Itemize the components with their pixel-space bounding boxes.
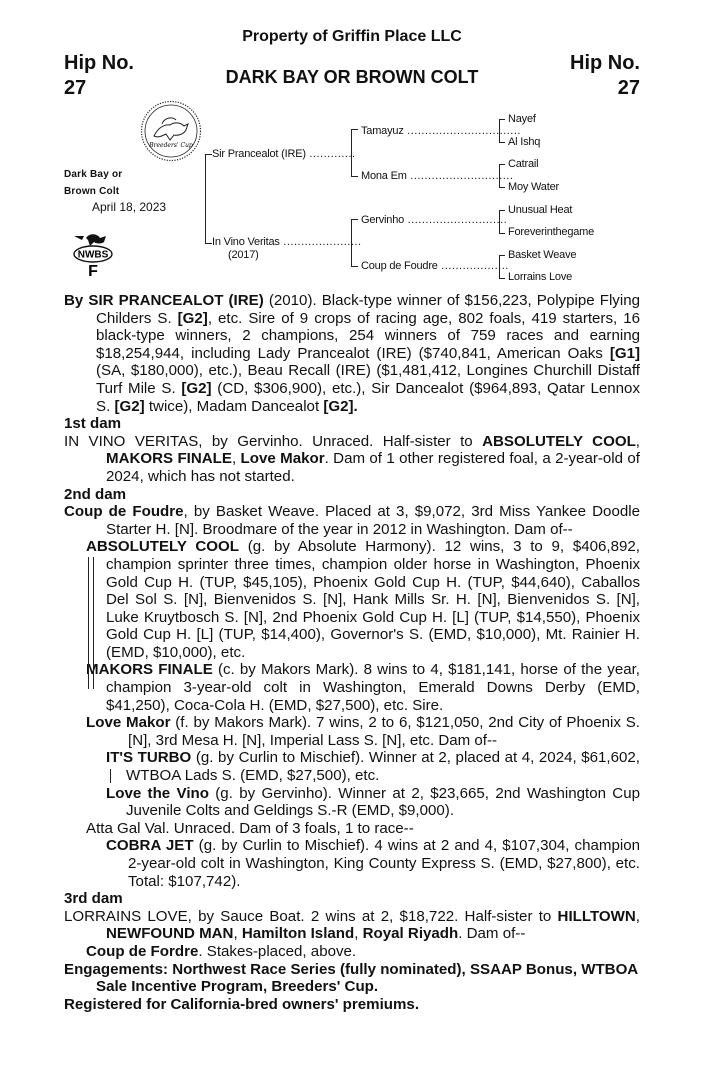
registration-note: Registered for California-bred owners' premiums. bbox=[64, 995, 420, 1013]
produce-bar bbox=[88, 557, 94, 689]
pedigree-dam-year: (2017) bbox=[228, 249, 259, 261]
catalogue-text bbox=[64, 292, 640, 1013]
consignor-line: Property of Griffin Place LLC bbox=[242, 28, 462, 45]
nwbs-text: NWBS bbox=[77, 249, 109, 261]
pedigree-g3-4: Moy Water bbox=[508, 181, 559, 193]
pedigree-bracket-gen3a bbox=[499, 119, 505, 143]
second-dam-produce bbox=[64, 538, 640, 890]
sire-paragraph: By SIR PRANCEALOT (IRE) (2010). Black-type winner of $156,223, Polypipe Flying Childers S. [G2], etc. Sire of 9 crops of racing age, 802 foals, 419 starters, 16 black-type winners, 2 champions, 254 winners of 759 races and earning $18,254,944, including Lady Prancealot (IRE) ($740,841, American Oaks [G1] (SA, $180,000), etc.), Beau Recall (IRE) ($1,481,412, Longines Churchill Distaff Turf Mile S. [G2] (CD, $306,900), etc.), Sir Dancealot ($964,893, Qatar Lennox S. [G2] twice), Madam Dancealot [G2]. bbox=[64, 292, 640, 415]
produce-absolutely-cool: ABSOLUTELY COOL (g. by Absolute Harmony). 12 wins, 3 to 9, $406,892, champion sprinter three times, champion older horse in Washington, Phoenix Gold Cup H. (TUP, $45,105), Phoenix Gold Cup H. (TUP, $44,640), Caballos Del Sol S. [N], Bienvenidos S. [N], Hank Mills Sr. H. [N], Bienvenidos S. [N], Luke Kruytbosch S. [N], 2nd Phoenix Gold Cup H. [L] (TUP, $14,550), Phoenix Gold Cup H. [L] (TUP, $14,400), Governor's S. (EMD, $10,000), Mt. Rainier H. (EMD, $10,000), etc. bbox=[86, 538, 640, 661]
produce-cobra-jet: COBRA JET (g. by Curlin to Mischief). 4 wins at 2 and 4, $107,304, champion 2-year-old colt in Washington, King County Express S. (EMD, $27,800), etc. Total: $107,742). bbox=[106, 837, 640, 890]
second-dam-paragraph: Coup de Foudre, by Basket Weave. Placed at 3, $9,072, 3rd Miss Yankee Doodle Starter H. [N]. Broodmare of the year in 2012 in Washington. Dam of-- bbox=[64, 503, 640, 538]
foaling-date: April 18, 2023 bbox=[92, 200, 167, 214]
produce-love-the-vino: Love the Vino (g. by Gervinho). Winner at 2, $23,665, 2nd Washington Cup Juvenile Colts and Geldings S.-R (EMD, $9,000). bbox=[106, 784, 640, 820]
color-sex bbox=[64, 166, 122, 200]
pedigree-g3-2: Al Ishq bbox=[508, 136, 541, 148]
produce-atta-gal-val: Atta Gal Val. Unraced. Dam of 3 foals, 1 to race-- bbox=[86, 819, 414, 837]
pedigree-g3-5: Unusual Heat bbox=[508, 204, 573, 216]
produce-makors-finale: MAKORS FINALE (c. by Makors Mark). 8 wins to 4, $181,141, horse of the year, champion 3-year-old colt in Washington, Emerald Downs Derby (EMD, $41,250), Coca-Cola H. (EMD, $27,500), etc. Sire. bbox=[86, 661, 640, 714]
pedigree-bracket-gen1 bbox=[205, 154, 212, 244]
first-dam-heading: 1st dam bbox=[64, 415, 122, 433]
pedigree-dam-sire: Gervinho ............................ bbox=[361, 214, 508, 226]
nwbs-letter: F bbox=[88, 263, 98, 280]
color-sex-line-2: Brown Colt bbox=[64, 186, 120, 197]
hip-number: 27 bbox=[617, 77, 640, 99]
hip-number: 27 bbox=[64, 77, 87, 99]
page-title: DARK BAY OR BROWN COLT bbox=[225, 67, 479, 87]
produce-its-turbo: IT'S TURBO (g. by Curlin to Mischief). Winner at 2, placed at 4, 2024, $61,602, WTBOA Lads S. (EMD, $27,500), etc. bbox=[106, 749, 640, 785]
third-dam-paragraph: LORRAINS LOVE, by Sauce Boat. 2 wins at 2, $18,722. Half-sister to HILLTOWN, NEWFOUND MAN, Hamilton Island, Royal Riyadh. Dam of-- bbox=[64, 907, 640, 943]
hip-label: Hip No. bbox=[64, 52, 134, 74]
pedigree-g3-3: Catrail bbox=[508, 158, 539, 170]
pedigree-bracket-gen2b bbox=[351, 219, 358, 267]
seal-text: Breeders' Cup bbox=[149, 142, 193, 149]
produce-love-makor: Love Makor (f. by Makors Mark). 7 wins, 2 to 6, $121,050, 2nd City of Phoenix S. [N], 3rd Mesa H. [N], Imperial Lass S. [N], etc. Dam of-- bbox=[86, 714, 640, 749]
pedigree-g3-8: Lorrains Love bbox=[508, 271, 573, 283]
second-dam-heading: 2nd dam bbox=[64, 485, 127, 503]
first-dam-paragraph: IN VINO VERITAS, by Gervinho. Unraced. Half-sister to ABSOLUTELY COOL, MAKORS FINALE, Love Makor. Dam of 1 other registered foal, a 2-year-old of 2024, which has not started. bbox=[64, 432, 640, 485]
nwbs-logo-icon bbox=[68, 230, 118, 280]
pedigree-sire-dam: Mona Em ............................. bbox=[361, 170, 514, 182]
produce-bar-small bbox=[110, 769, 111, 783]
pedigree-g3-7: Basket Weave bbox=[508, 249, 577, 261]
color-sex-line-1: Dark Bay or bbox=[64, 169, 123, 180]
pedigree-sire-sire: Tamayuz ................................ bbox=[361, 125, 521, 137]
engagements: Engagements: Northwest Race Series (fully nominated), SSAAP Bonus, WTBOA Sale Incentive Program, Breeders' Cup. bbox=[64, 960, 638, 996]
pedigree-bracket-gen3c bbox=[499, 210, 505, 234]
pedigree-dam: In Vino Veritas ...................... bbox=[212, 236, 362, 248]
third-dam-produce: Coup de Fordre. Stakes-placed, above. bbox=[86, 942, 357, 960]
pedigree-bracket-gen2a bbox=[351, 129, 358, 177]
pedigree-dam-dam: Coup de Foudre ................... bbox=[361, 260, 509, 272]
love-makor-produce bbox=[86, 749, 640, 819]
pedigree-bracket-gen3d bbox=[499, 255, 505, 279]
breeders-cup-seal-icon bbox=[140, 100, 202, 162]
pedigree-sire: Sir Prancealot (IRE) ............. bbox=[212, 148, 356, 160]
pedigree-g3-6: Foreverinthegame bbox=[508, 226, 595, 238]
third-dam-heading: 3rd dam bbox=[64, 890, 123, 908]
hip-label: Hip No. bbox=[570, 52, 640, 74]
pedigree-g3-1: Nayef bbox=[508, 113, 536, 125]
pedigree-bracket-gen3b bbox=[499, 164, 505, 188]
